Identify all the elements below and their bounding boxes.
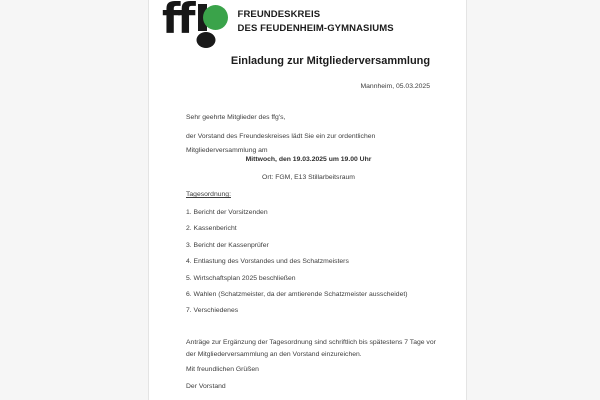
agenda-item: 3. Bericht der Kassenprüfer xyxy=(186,241,269,249)
salutation: Sehr geehrte Mitglieder des ffg's, xyxy=(186,114,286,121)
amendments-note xyxy=(186,337,436,360)
intro-line: der Vorstand des Freundeskreises lädt Sie ein zur ordentlichen xyxy=(186,133,376,140)
agenda-heading: Tagesordnung: xyxy=(186,191,231,198)
ffg-logo-ff-letters: ff xyxy=(162,0,193,43)
intro-paragraph xyxy=(186,130,375,157)
agenda-item: 4. Entlastung des Vorstandes und des Schatzmeisters xyxy=(186,258,349,266)
meeting-location: Ort: FGM, E13 Stillarbeitsraum xyxy=(262,174,355,181)
letter-page xyxy=(148,0,467,400)
organization-name-line2: DES FEUDENHEIM-GYMNASIUMS xyxy=(237,23,394,34)
ffg-logo-g-icon xyxy=(191,1,229,49)
intro-line: Mitgliederversammlung am xyxy=(186,146,268,154)
ffg-logo xyxy=(162,0,394,49)
agenda-list xyxy=(186,205,408,320)
agenda-item: 2. Kassenbericht xyxy=(186,225,237,233)
signature: Der Vorstand xyxy=(186,383,226,390)
agenda-item: 5. Wirtschaftsplan 2025 beschließen xyxy=(186,274,296,282)
organization-name xyxy=(238,8,394,36)
closing-greeting: Mit freundlichen Grüßen xyxy=(186,366,259,373)
agenda-item: 1. Bericht der Vorsitzenden xyxy=(186,209,268,216)
agenda-item: 7. Verschiedenes xyxy=(186,307,239,315)
meeting-datetime: Mittwoch, den 19.03.2025 um 19.00 Uhr xyxy=(245,156,372,163)
amendments-note-line: Anträge zur Ergänzung der Tagesordnung sind schriftlich bis spätestens 7 Tage vor xyxy=(186,339,436,346)
organization-name-line1: FREUNDESKREIS xyxy=(237,9,321,20)
place-and-date: Mannheim, 05.03.2025 xyxy=(360,83,430,90)
agenda-item: 6. Wahlen (Schatzmeister, da der amtierende Schatzmeister ausscheidet) xyxy=(186,290,408,298)
letter-title: Einladung zur Mitgliederversammlung xyxy=(230,55,431,67)
amendments-note-line: der Mitgliederversammlung an den Vorstand einzureichen. xyxy=(186,350,362,358)
